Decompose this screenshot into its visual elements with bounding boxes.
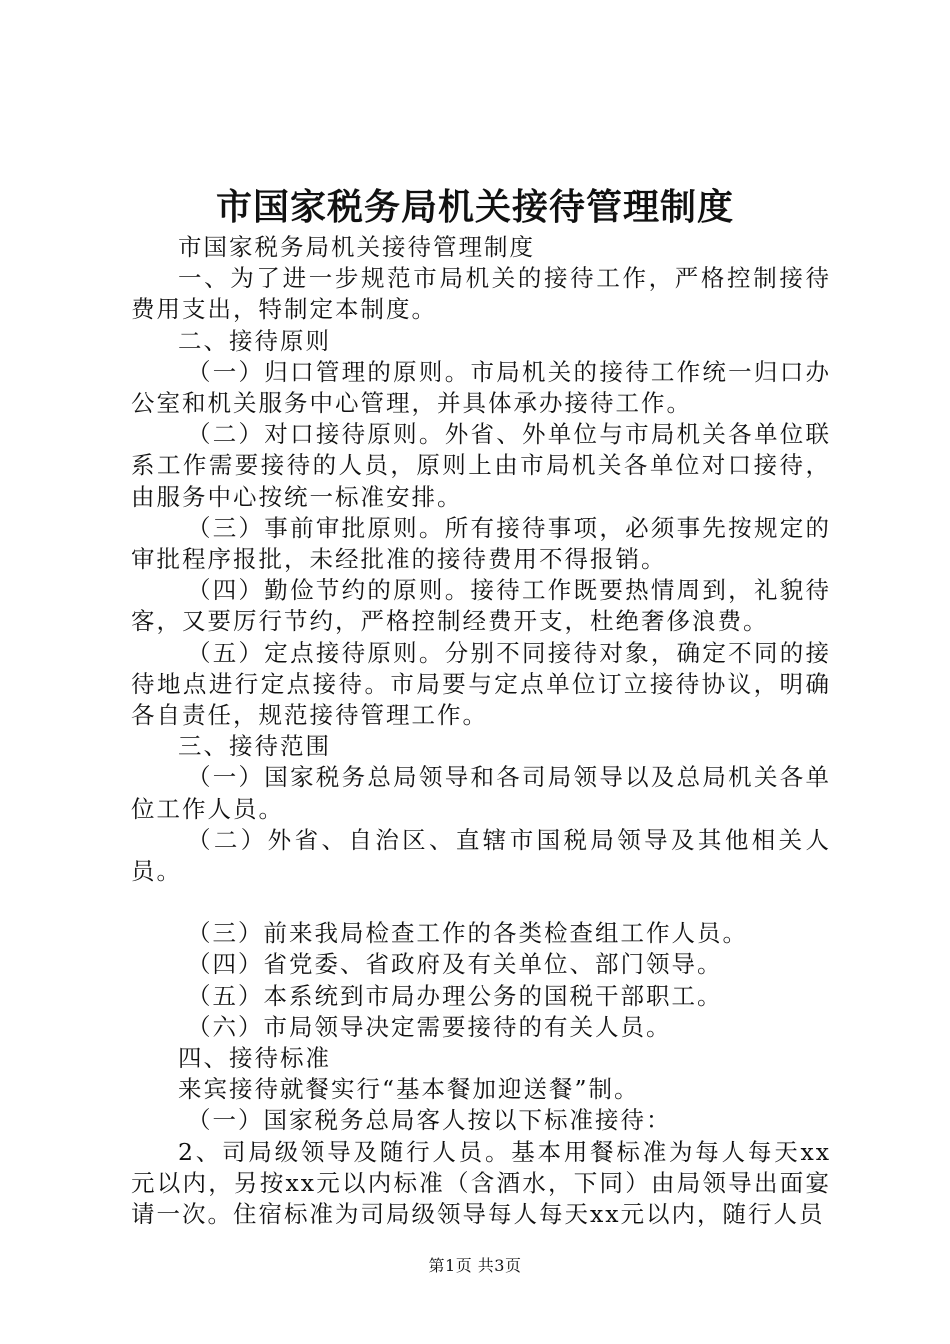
blank-line — [131, 887, 831, 918]
paragraph-scope-6: （六）市局领导决定需要接待的有关人员。 — [187, 1012, 672, 1041]
paragraph-principle-5: （五）定点接待原则。分别不同接待对象，确定不同的接待地点进行定点接待。市局要与定点单位订立接待协议，明确各自责任，规范接待管理工作。 — [131, 638, 831, 730]
document-title: 市国家税务局机关接待管理制度 — [215, 186, 734, 228]
paragraph-scope-1: （一）国家税务总局领导和各司局领导以及总局机关各单位工作人员。 — [131, 763, 831, 823]
paragraph-scope-2: （二）外省、自治区、直辖市国税局领导及其他相关人员。 — [131, 825, 831, 886]
heading-section-4: 四、接待标准 — [178, 1044, 331, 1073]
heading-section-3: 三、接待范围 — [178, 732, 331, 761]
heading-section-2: 二、接待原则 — [178, 326, 331, 355]
page-footer: 第1页 共3页 — [428, 1256, 522, 1275]
paragraph-principle-2: （二）对口接待原则。外省、外单位与市局机关各单位联系工作需要接待的人员，原则上由市局机关各单位对口接待，由服务中心按统一标准安排。 — [131, 420, 831, 511]
paragraph-principle-1: （一）归口管理的原则。市局机关的接待工作统一归口办公室和机关服务中心管理，并具体承办接待工作。 — [131, 357, 831, 418]
paragraph-standard-2: 2、司局级领导及随行人员。基本用餐标准为每人每天xx元以内，另按xx元以内标准（含酒水，下同）由局领导出面宴请一次。住宿标准为司局级领导每人每天xx元以内，随行人员 — [131, 1137, 831, 1229]
paragraph-scope-4: （四）省党委、省政府及有关单位、部门领导。 — [187, 950, 723, 979]
paragraph-scope-3: （三）前来我局检查工作的各类检查组工作人员。 — [187, 919, 748, 948]
paragraph-principle-3: （三）事前审批原则。所有接待事项，必须事先按规定的审批程序报批，未经批准的接待费用不得报销。 — [131, 513, 831, 574]
paragraph-principle-4: （四）勤俭节约的原则。接待工作既要热情周到，礼貌待客，又要厉行节约，严格控制经费开支，杜绝奢侈浪费。 — [131, 576, 831, 636]
document-body — [131, 232, 831, 1230]
paragraph-standard-intro: 来宾接待就餐实行“基本餐加迎送餐”制。 — [178, 1075, 640, 1104]
paragraph-subtitle: 市国家税务局机关接待管理制度 — [178, 233, 535, 261]
paragraph-scope-5: （五）本系统到市局办理公务的国税干部职工。 — [187, 981, 723, 1010]
paragraph-standard-1: （一）国家税务总局客人按以下标准接待： — [187, 1106, 672, 1135]
paragraph-section-1: 一、为了进一步规范市局机关的接待工作，严格控制接待费用支出，特制定本制度。 — [131, 264, 831, 324]
